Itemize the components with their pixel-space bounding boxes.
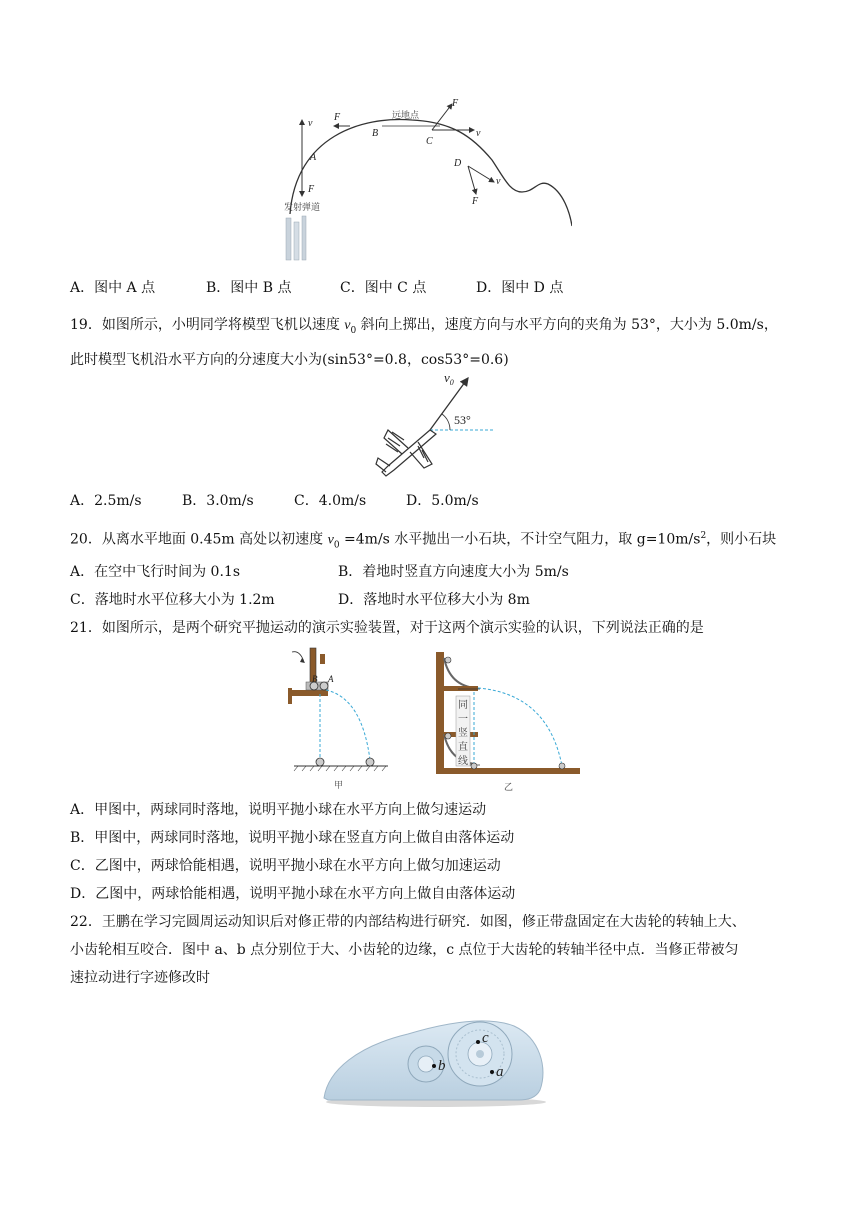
fig21-yi-vtext-1: 同: [458, 700, 468, 711]
q22-stem-line2: 小齿轮相互咬合．图中 a、b 点分别位于大、小齿轮的边缘，c 点位于大齿轮的转轴半径中点．当修正带被匀: [70, 942, 739, 958]
fig21-yi-vtext-3: 竖: [458, 728, 468, 739]
fig21-jia-b: B: [312, 674, 318, 684]
fig21-jia-caption: 甲: [334, 781, 344, 791]
fig18-f-d: F: [472, 196, 479, 207]
q18-options: [70, 278, 563, 298]
fig18-v-d: v: [496, 176, 501, 187]
fig18-f-a: F: [308, 184, 315, 195]
q21-option-a[interactable]: A．甲图中，两球同时落地，说明平抛小球在水平方向上做匀速运动: [70, 802, 487, 818]
q21-option-b[interactable]: B．甲图中，两球同时落地，说明平抛小球在竖直方向上做自由落体运动: [70, 830, 515, 846]
q20-option-d[interactable]: D．落地时水平位移大小为 8m: [338, 592, 530, 608]
q21-stem: 21．如图所示，是两个研究平抛运动的演示实验装置，对于这两个演示实验的认识，下列说法正确的是: [70, 620, 704, 636]
q19-stem-line1: 19．如图所示，小明同学将模型飞机以速度 $v_0$ 斜向上掷出，速度方向与水平方向的夹角为 53°，大小为 5.0m/s，: [70, 317, 778, 336]
q20-option-c[interactable]: C．落地时水平位移大小为 1.2m: [70, 592, 275, 608]
q19-option-b[interactable]: B．3.0m/s: [182, 493, 254, 509]
fig18-v-a: v: [308, 118, 313, 129]
fig18-label-far: 远地点: [392, 111, 420, 121]
fig21-jia-a: A: [328, 674, 334, 684]
q19-option-c[interactable]: C．4.0m/s: [294, 493, 367, 509]
fig22-label-a: a: [496, 1064, 504, 1080]
apparatus-jia-figure: [284, 644, 396, 792]
fig18-f-top: F: [334, 112, 341, 123]
fig21-yi-vtext-4: 直: [458, 742, 468, 753]
fig22-label-b: b: [438, 1058, 446, 1074]
fig22-label-c: c: [482, 1030, 489, 1046]
fig18-label-c: C: [426, 136, 433, 147]
fig21-yi-vtext-5: 线: [458, 756, 468, 767]
q18-option-c[interactable]: C．图中 C 点: [340, 280, 427, 296]
q20-option-a[interactable]: A．在空中飞行时间为 0.1s: [70, 564, 241, 580]
correction-tape-figure: [318, 1010, 550, 1110]
q21-option-c[interactable]: C．乙图中，两球恰能相遇，说明平抛小球在水平方向上做匀加速运动: [70, 858, 501, 874]
q20-stem: 20．从离水平地面 0.45m 高处以初速度 $v_0 =4m/s$ 水平抛出一小石块，不计空气阻力，取 $g=10m/s^2$，则小石块: [70, 531, 777, 551]
fig18-f-c: F: [452, 98, 459, 109]
q22-stem-line3: 速拉动进行字迹修改时: [70, 970, 210, 986]
fig18-label-a: A: [310, 152, 317, 163]
q19-option-a[interactable]: A．2.5m/s: [70, 493, 142, 509]
fig21-yi-vtext-2: 一: [458, 714, 468, 725]
q18-option-d[interactable]: D．图中 D 点: [476, 280, 564, 296]
airplane-figure: [374, 372, 494, 484]
apparatus-yi-figure: [430, 648, 582, 794]
q18-option-a[interactable]: A．图中 A 点: [70, 280, 156, 296]
trajectory-figure: [272, 96, 572, 264]
q20-options-row1: [70, 562, 569, 582]
q19-stem-line2: 此时模型飞机沿水平方向的分速度大小为(sin53°=0.8，cos53°=0.6): [70, 352, 509, 368]
q19-option-d[interactable]: D．5.0m/s: [406, 493, 479, 509]
fig18-v-c: v: [476, 128, 481, 139]
fig19-angle-label: 53°: [454, 413, 471, 427]
q18-option-b[interactable]: B．图中 B 点: [206, 280, 292, 296]
q20-options-row2: [70, 590, 530, 610]
fig18-label-d: D: [454, 158, 462, 169]
q19-options: [70, 491, 479, 511]
q22-stem-line1: 22．王鹏在学习完圆周运动知识后对修正带的内部结构进行研究．如图，修正带盘固定在大齿轮的转轴上大、: [70, 914, 746, 930]
q21-option-d[interactable]: D．乙图中，两球恰能相遇，说明平抛小球在水平方向上做自由落体运动: [70, 886, 516, 902]
fig18-label-launch: 发射弹道: [284, 203, 321, 213]
q20-option-b[interactable]: B．着地时竖直方向速度大小为 5m/s: [338, 564, 569, 580]
fig19-v0-label: $v_0$: [444, 372, 454, 387]
fig18-label-b: B: [372, 128, 379, 139]
fig21-yi-caption: 乙: [504, 783, 514, 793]
